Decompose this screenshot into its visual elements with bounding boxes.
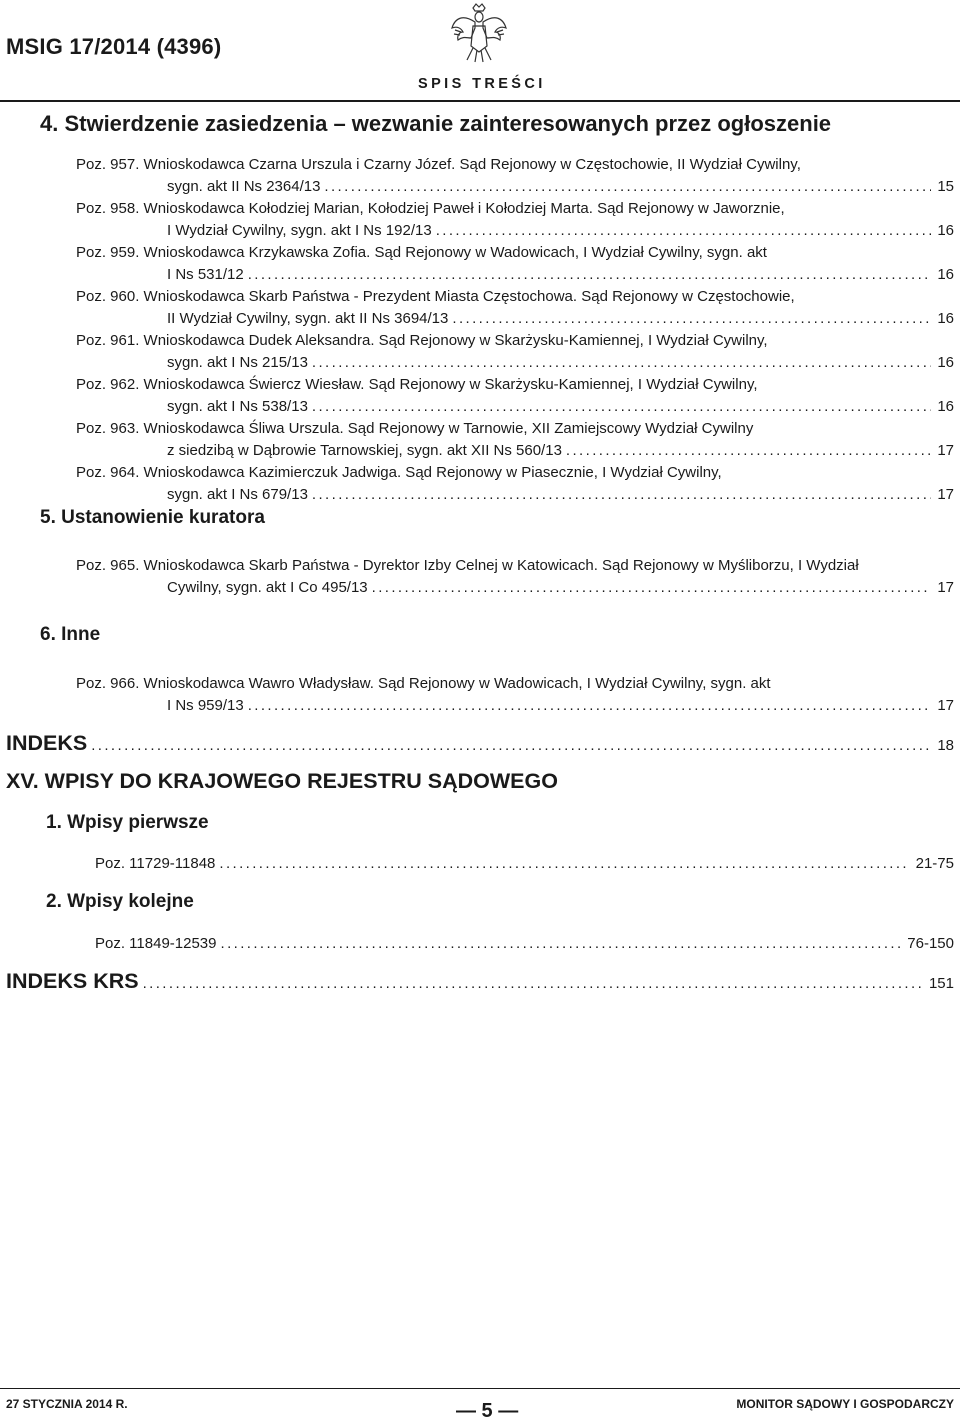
toc-entry-wpisy-kolejne[interactable] xyxy=(95,933,954,955)
toc-indeks-krs[interactable] xyxy=(6,969,954,997)
page-ref: 16 xyxy=(937,310,954,327)
toc-entry-wpisy-pierwsze[interactable] xyxy=(95,853,954,875)
page-ref: 16 xyxy=(937,354,954,371)
toc-entry-957-line1: Poz. 957. Wnioskodawca Czarna Urszula i Czarny Józef. Sąd Rejonowy w Częstochowie, II Wydział Cywilny, xyxy=(76,156,801,173)
toc-entry-957-line2: sygn. akt II Ns 2364/13 xyxy=(167,178,321,195)
toc-entry-964[interactable] xyxy=(167,484,954,506)
footer-publisher: MONITOR SĄDOWY I GOSPODARCZY xyxy=(736,1397,954,1411)
page-ref: 16 xyxy=(937,398,954,415)
page-ref: 17 xyxy=(937,486,954,503)
publication-title: MSIG 17/2014 (4396) xyxy=(6,34,222,59)
toc-entry-966-line1: Poz. 966. Wnioskodawca Wawro Władysław. Sąd Rejonowy w Wadowicach, I Wydział Cywilny, sygn. akt xyxy=(76,675,771,692)
toc-entry-966-line2: I Ns 959/13 xyxy=(167,697,244,714)
toc-entry-961-line1: Poz. 961. Wnioskodawca Dudek Aleksandra. Sąd Rejonowy w Skarżysku-Kamiennej, I Wydział Cywilny, xyxy=(76,332,768,349)
dot-leader xyxy=(219,853,909,875)
subsection-2-heading: 2. Wpisy kolejne xyxy=(46,891,194,912)
entry-range: Poz. 11849-12539 xyxy=(95,935,217,952)
entry-range: Poz. 11729-11848 xyxy=(95,855,216,872)
header-rule xyxy=(0,100,960,102)
chapter-xv-heading: XV. WPISY DO KRAJOWEGO REJESTRU SĄDOWEGO xyxy=(6,769,558,793)
toc-entry-961-line2: sygn. akt I Ns 215/13 xyxy=(167,354,308,371)
toc-entry-963-line1: Poz. 963. Wnioskodawca Śliwa Urszula. Sąd Rejonowy w Tarnowie, XII Zamiejscowy Wydział Cywilny xyxy=(76,420,754,437)
page-ref: 16 xyxy=(937,222,954,239)
dot-leader xyxy=(324,176,931,198)
page-ref: 15 xyxy=(937,178,954,195)
toc-entry-964-line2: sygn. akt I Ns 679/13 xyxy=(167,486,308,503)
section-label: SPIS TREŚCI xyxy=(418,76,546,92)
dot-leader xyxy=(372,577,932,599)
page-ref: 21-75 xyxy=(915,855,954,872)
toc-entry-962-line1: Poz. 962. Wnioskodawca Świercz Wiesław. Sąd Rejonowy w Skarżysku-Kamiennej, I Wydział Cywilny, xyxy=(76,376,758,393)
page-ref: 17 xyxy=(937,697,954,714)
toc-entry-959[interactable] xyxy=(167,264,954,286)
toc-entry-960-line2: II Wydział Cywilny, sygn. akt II Ns 3694/13 xyxy=(167,310,449,327)
toc-entry-962-line2: sygn. akt I Ns 538/13 xyxy=(167,398,308,415)
page-ref: 17 xyxy=(937,442,954,459)
dot-leader xyxy=(91,735,931,757)
footer-rule xyxy=(0,1388,960,1389)
section-6-heading: 6. Inne xyxy=(40,624,101,645)
dot-leader xyxy=(312,352,931,374)
page-ref: 151 xyxy=(928,975,954,992)
page-number: — 5 — xyxy=(456,1400,519,1422)
toc-entry-958-line2: I Wydział Cywilny, sygn. akt I Ns 192/13 xyxy=(167,222,432,239)
toc-entry-963-line2: z siedzibą w Dąbrowie Tarnowskiej, sygn. akt XII Ns 560/13 xyxy=(167,442,562,459)
dot-leader xyxy=(436,220,932,242)
section-5-heading: 5. Ustanowienie kuratora xyxy=(40,507,265,528)
dot-leader xyxy=(248,264,932,286)
section-4-heading: 4. Stwierdzenie zasiedzenia – wezwanie zainteresowanych przez ogłoszenie xyxy=(40,111,832,136)
toc-entry-965-line1: Poz. 965. Wnioskodawca Skarb Państwa - Dyrektor Izby Celnej w Katowicach. Sąd Rejonowy w Myśliborzu, I Wydział xyxy=(76,557,859,574)
toc-entry-958-line1: Poz. 958. Wnioskodawca Kołodziej Marian, Kołodziej Paweł i Kołodziej Marta. Sąd Rejonowy w Jaworznie, xyxy=(76,200,785,217)
footer-date: 27 STYCZNIA 2014 R. xyxy=(6,1397,128,1411)
toc-entry-958[interactable] xyxy=(167,220,954,242)
dot-leader xyxy=(143,973,923,995)
toc-entry-959-line2: I Ns 531/12 xyxy=(167,266,244,283)
indeks-krs-label: INDEKS KRS xyxy=(6,969,139,993)
dot-leader xyxy=(566,440,931,462)
toc-entry-962[interactable] xyxy=(167,396,954,418)
dot-leader xyxy=(452,308,931,330)
toc-entry-957[interactable] xyxy=(167,176,954,198)
toc-indeks[interactable] xyxy=(6,731,954,759)
toc-entry-964-line1: Poz. 964. Wnioskodawca Kazimierczuk Jadwiga. Sąd Rejonowy w Piasecznie, I Wydział Cywilny, xyxy=(76,464,722,481)
dot-leader xyxy=(312,396,931,418)
page-ref: 18 xyxy=(937,737,954,754)
toc-entry-966[interactable] xyxy=(167,695,954,717)
dot-leader xyxy=(248,695,932,717)
toc-entry-965-line2: Cywilny, sygn. akt I Co 495/13 xyxy=(167,579,368,596)
toc-entry-961[interactable] xyxy=(167,352,954,374)
toc-entry-963[interactable] xyxy=(167,440,954,462)
toc-entry-959-line1: Poz. 959. Wnioskodawca Krzykawska Zofia. Sąd Rejonowy w Wadowicach, I Wydział Cywilny, sygn. akt xyxy=(76,244,767,261)
dot-leader xyxy=(221,933,902,955)
indeks-label: INDEKS xyxy=(6,731,88,755)
dot-leader xyxy=(312,484,931,506)
page-ref: 76-150 xyxy=(907,935,954,952)
toc-entry-960-line1: Poz. 960. Wnioskodawca Skarb Państwa - Prezydent Miasta Częstochowa. Sąd Rejonowy w Częstochowie, xyxy=(76,288,795,305)
subsection-1-heading: 1. Wpisy pierwsze xyxy=(46,812,209,833)
toc-entry-960[interactable] xyxy=(167,308,954,330)
eagle-emblem-icon xyxy=(449,2,509,66)
toc-entry-965[interactable] xyxy=(167,577,954,599)
page-ref: 16 xyxy=(937,266,954,283)
page-ref: 17 xyxy=(937,579,954,596)
